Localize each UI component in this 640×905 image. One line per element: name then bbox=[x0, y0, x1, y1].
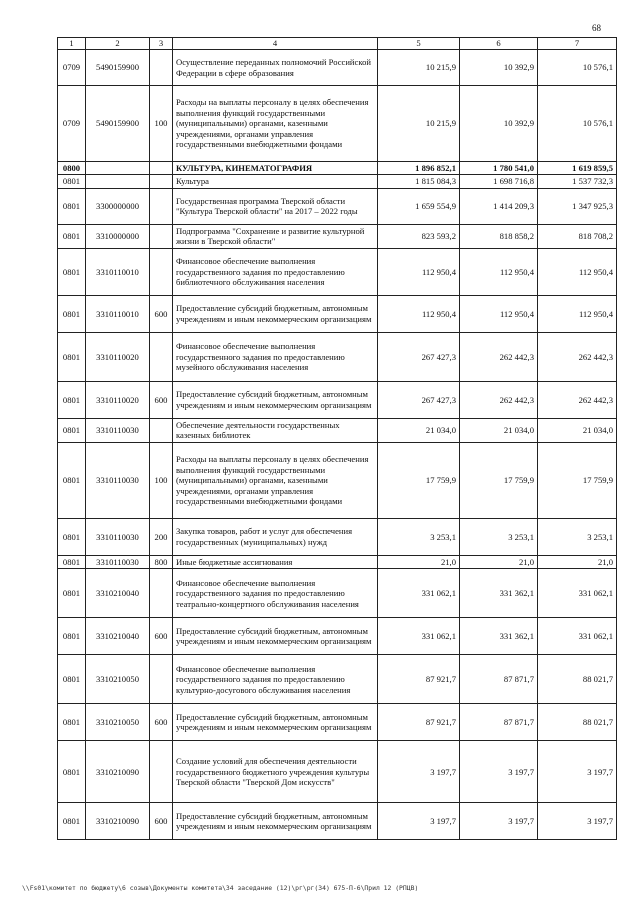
target-article-code: 3310110030 bbox=[86, 555, 150, 568]
amount-year-2: 1 780 541,0 bbox=[460, 162, 538, 175]
section-code: 0801 bbox=[58, 741, 86, 803]
amount-year-3: 21 034,0 bbox=[538, 418, 617, 442]
section-code: 0709 bbox=[58, 50, 86, 86]
expense-name: Обеспечение деятельности государственных казенных библиотек bbox=[173, 418, 378, 442]
target-article-code: 5490159900 bbox=[86, 50, 150, 86]
amount-year-1: 112 950,4 bbox=[378, 295, 460, 332]
amount-year-2: 3 253,1 bbox=[460, 518, 538, 555]
expense-type-code bbox=[150, 162, 173, 175]
amount-year-2: 21,0 bbox=[460, 555, 538, 568]
expense-name: Подпрограмма "Сохранение и развитие культурной жизни в Тверской области" bbox=[173, 224, 378, 248]
amount-year-3: 1 347 925,3 bbox=[538, 188, 617, 224]
expense-type-code bbox=[150, 418, 173, 442]
amount-year-2: 331 362,1 bbox=[460, 569, 538, 618]
expense-type-code: 600 bbox=[150, 618, 173, 655]
amount-year-2: 87 871,7 bbox=[460, 655, 538, 704]
target-article-code: 3310110010 bbox=[86, 248, 150, 295]
amount-year-2: 87 871,7 bbox=[460, 704, 538, 741]
section-code: 0709 bbox=[58, 86, 86, 162]
amount-year-1: 87 921,7 bbox=[378, 655, 460, 704]
amount-year-3: 331 062,1 bbox=[538, 618, 617, 655]
column-number: 7 bbox=[538, 38, 617, 50]
section-code: 0801 bbox=[58, 518, 86, 555]
section-code: 0801 bbox=[58, 295, 86, 332]
amount-year-3: 17 759,9 bbox=[538, 442, 617, 518]
table-row bbox=[58, 381, 617, 418]
table-row bbox=[58, 518, 617, 555]
amount-year-1: 10 215,9 bbox=[378, 86, 460, 162]
table-row bbox=[58, 803, 617, 840]
expense-type-code: 600 bbox=[150, 803, 173, 840]
footer-file-path: \\Fs01\комитет по бюджету\6 созыв\Документы комитета\34 заседание (12)\рг\рг(34) 675-П-6\Прил 12 (РПЦВ) bbox=[22, 884, 419, 892]
table-row bbox=[58, 50, 617, 86]
expense-name: Финансовое обеспечение выполнения государственного задания по предоставлению культурно-досугового обслуживания населения bbox=[173, 655, 378, 704]
expense-name: Государственная программа Тверской области "Культура Тверской области" на 2017 – 2022 годы bbox=[173, 188, 378, 224]
section-code: 0801 bbox=[58, 332, 86, 381]
amount-year-1: 1 659 554,9 bbox=[378, 188, 460, 224]
section-code: 0801 bbox=[58, 618, 86, 655]
amount-year-1: 3 197,7 bbox=[378, 803, 460, 840]
section-code: 0801 bbox=[58, 704, 86, 741]
amount-year-1: 87 921,7 bbox=[378, 704, 460, 741]
section-code: 0800 bbox=[58, 162, 86, 175]
expense-name: Финансовое обеспечение выполнения государственного задания по предоставлению библиотечного обслуживания населения bbox=[173, 248, 378, 295]
table-row bbox=[58, 704, 617, 741]
expense-type-code bbox=[150, 741, 173, 803]
table-row bbox=[58, 224, 617, 248]
amount-year-2: 21 034,0 bbox=[460, 418, 538, 442]
table-row bbox=[58, 618, 617, 655]
amount-year-1: 21,0 bbox=[378, 555, 460, 568]
expense-type-code bbox=[150, 188, 173, 224]
amount-year-1: 267 427,3 bbox=[378, 381, 460, 418]
table-row bbox=[58, 332, 617, 381]
section-code: 0801 bbox=[58, 442, 86, 518]
amount-year-1: 112 950,4 bbox=[378, 248, 460, 295]
amount-year-3: 1 537 732,3 bbox=[538, 175, 617, 188]
amount-year-3: 88 021,7 bbox=[538, 704, 617, 741]
expense-type-code: 800 bbox=[150, 555, 173, 568]
target-article-code: 3310110020 bbox=[86, 332, 150, 381]
target-article-code: 3310210050 bbox=[86, 704, 150, 741]
amount-year-1: 823 593,2 bbox=[378, 224, 460, 248]
amount-year-1: 3 253,1 bbox=[378, 518, 460, 555]
expense-type-code: 600 bbox=[150, 704, 173, 741]
amount-year-3: 3 197,7 bbox=[538, 741, 617, 803]
expense-type-code: 100 bbox=[150, 86, 173, 162]
amount-year-3: 262 442,3 bbox=[538, 381, 617, 418]
amount-year-2: 262 442,3 bbox=[460, 332, 538, 381]
expense-type-code bbox=[150, 175, 173, 188]
expense-type-code: 600 bbox=[150, 381, 173, 418]
amount-year-2: 818 858,2 bbox=[460, 224, 538, 248]
amount-year-1: 10 215,9 bbox=[378, 50, 460, 86]
amount-year-3: 3 197,7 bbox=[538, 803, 617, 840]
section-code: 0801 bbox=[58, 803, 86, 840]
target-article-code: 3310110010 bbox=[86, 295, 150, 332]
table-row bbox=[58, 175, 617, 188]
expense-name: Закупка товаров, работ и услуг для обеспечения государственных (муниципальных) нужд bbox=[173, 518, 378, 555]
table-row bbox=[58, 418, 617, 442]
amount-year-1: 267 427,3 bbox=[378, 332, 460, 381]
amount-year-3: 818 708,2 bbox=[538, 224, 617, 248]
column-number: 3 bbox=[150, 38, 173, 50]
amount-year-2: 262 442,3 bbox=[460, 381, 538, 418]
expense-name: Предоставление субсидий бюджетным, автономным учреждениям и иным некоммерческим организациям bbox=[173, 381, 378, 418]
page-number: 68 bbox=[592, 23, 601, 33]
expense-type-code bbox=[150, 248, 173, 295]
amount-year-3: 88 021,7 bbox=[538, 655, 617, 704]
expense-type-code bbox=[150, 50, 173, 86]
table-row bbox=[58, 86, 617, 162]
expense-type-code: 200 bbox=[150, 518, 173, 555]
expense-name: Расходы на выплаты персоналу в целях обеспечения выполнения функций государственными (муниципальными) органами, казенными учреждениями, органами управления государственными внебюджетными фондами bbox=[173, 86, 378, 162]
column-number: 2 bbox=[86, 38, 150, 50]
expense-type-code bbox=[150, 655, 173, 704]
table-row bbox=[58, 248, 617, 295]
table-row bbox=[58, 555, 617, 568]
expense-name: Предоставление субсидий бюджетным, автономным учреждениям и иным некоммерческим организациям bbox=[173, 618, 378, 655]
expense-name: Иные бюджетные ассигнования bbox=[173, 555, 378, 568]
expense-name: Создание условий для обеспечения деятельности государственного бюджетного учреждения культуры Тверской области "Тверской Дом искусств" bbox=[173, 741, 378, 803]
target-article-code: 5490159900 bbox=[86, 86, 150, 162]
section-code: 0801 bbox=[58, 175, 86, 188]
section-code: 0801 bbox=[58, 381, 86, 418]
column-number-row bbox=[58, 38, 617, 50]
section-code: 0801 bbox=[58, 418, 86, 442]
expense-name: Предоставление субсидий бюджетным, автономным учреждениям и иным некоммерческим организациям bbox=[173, 295, 378, 332]
amount-year-2: 112 950,4 bbox=[460, 295, 538, 332]
amount-year-3: 262 442,3 bbox=[538, 332, 617, 381]
amount-year-1: 21 034,0 bbox=[378, 418, 460, 442]
section-code: 0801 bbox=[58, 655, 86, 704]
target-article-code: 3310210090 bbox=[86, 741, 150, 803]
amount-year-2: 1 414 209,3 bbox=[460, 188, 538, 224]
column-number: 4 bbox=[173, 38, 378, 50]
expense-type-code bbox=[150, 224, 173, 248]
target-article-code: 3310110020 bbox=[86, 381, 150, 418]
amount-year-1: 17 759,9 bbox=[378, 442, 460, 518]
amount-year-2: 10 392,9 bbox=[460, 86, 538, 162]
amount-year-3: 331 062,1 bbox=[538, 569, 617, 618]
table-row bbox=[58, 295, 617, 332]
amount-year-3: 1 619 859,5 bbox=[538, 162, 617, 175]
expense-type-code bbox=[150, 332, 173, 381]
table-row bbox=[58, 569, 617, 618]
amount-year-3: 3 253,1 bbox=[538, 518, 617, 555]
target-article-code: 3300000000 bbox=[86, 188, 150, 224]
target-article-code: 3310210090 bbox=[86, 803, 150, 840]
amount-year-2: 331 362,1 bbox=[460, 618, 538, 655]
section-code: 0801 bbox=[58, 224, 86, 248]
amount-year-1: 3 197,7 bbox=[378, 741, 460, 803]
target-article-code: 3310210040 bbox=[86, 569, 150, 618]
section-code: 0801 bbox=[58, 555, 86, 568]
amount-year-2: 112 950,4 bbox=[460, 248, 538, 295]
amount-year-2: 10 392,9 bbox=[460, 50, 538, 86]
expense-name: КУЛЬТУРА, КИНЕМАТОГРАФИЯ bbox=[173, 162, 378, 175]
amount-year-3: 10 576,1 bbox=[538, 50, 617, 86]
expense-type-code: 100 bbox=[150, 442, 173, 518]
target-article-code: 3310210050 bbox=[86, 655, 150, 704]
expense-name: Культура bbox=[173, 175, 378, 188]
section-code: 0801 bbox=[58, 569, 86, 618]
expense-name: Финансовое обеспечение выполнения государственного задания по предоставлению театрально-концертного обслуживания населения bbox=[173, 569, 378, 618]
amount-year-2: 17 759,9 bbox=[460, 442, 538, 518]
table-row bbox=[58, 442, 617, 518]
expense-name: Предоставление субсидий бюджетным, автономным учреждениям и иным некоммерческим организациям bbox=[173, 803, 378, 840]
target-article-code: 3310000000 bbox=[86, 224, 150, 248]
amount-year-2: 3 197,7 bbox=[460, 803, 538, 840]
amount-year-1: 331 062,1 bbox=[378, 569, 460, 618]
expense-type-code: 600 bbox=[150, 295, 173, 332]
budget-table bbox=[57, 37, 617, 840]
expense-name: Предоставление субсидий бюджетным, автономным учреждениям и иным некоммерческим организациям bbox=[173, 704, 378, 741]
table-row bbox=[58, 655, 617, 704]
expense-type-code bbox=[150, 569, 173, 618]
amount-year-3: 10 576,1 bbox=[538, 86, 617, 162]
column-number: 5 bbox=[378, 38, 460, 50]
column-number: 1 bbox=[58, 38, 86, 50]
amount-year-3: 112 950,4 bbox=[538, 295, 617, 332]
section-code: 0801 bbox=[58, 248, 86, 295]
amount-year-3: 21,0 bbox=[538, 555, 617, 568]
section-code: 0801 bbox=[58, 188, 86, 224]
table-row bbox=[58, 741, 617, 803]
target-article-code: 3310210040 bbox=[86, 618, 150, 655]
amount-year-1: 331 062,1 bbox=[378, 618, 460, 655]
table-row bbox=[58, 162, 617, 175]
amount-year-2: 3 197,7 bbox=[460, 741, 538, 803]
amount-year-3: 112 950,4 bbox=[538, 248, 617, 295]
expense-name: Финансовое обеспечение выполнения государственного задания по предоставлению музейного обслуживания населения bbox=[173, 332, 378, 381]
expense-name: Осуществление переданных полномочий Российской Федерации в сфере образования bbox=[173, 50, 378, 86]
expense-name: Расходы на выплаты персоналу в целях обеспечения выполнения функций государственными (муниципальными) органами, казенными учреждениями, органами управления государственными внебюджетными фондами bbox=[173, 442, 378, 518]
target-article-code: 3310110030 bbox=[86, 518, 150, 555]
amount-year-2: 1 698 716,8 bbox=[460, 175, 538, 188]
target-article-code: 3310110030 bbox=[86, 442, 150, 518]
table-row bbox=[58, 188, 617, 224]
amount-year-1: 1 815 084,3 bbox=[378, 175, 460, 188]
amount-year-1: 1 896 852,1 bbox=[378, 162, 460, 175]
column-number: 6 bbox=[460, 38, 538, 50]
target-article-code bbox=[86, 162, 150, 175]
target-article-code bbox=[86, 175, 150, 188]
target-article-code: 3310110030 bbox=[86, 418, 150, 442]
